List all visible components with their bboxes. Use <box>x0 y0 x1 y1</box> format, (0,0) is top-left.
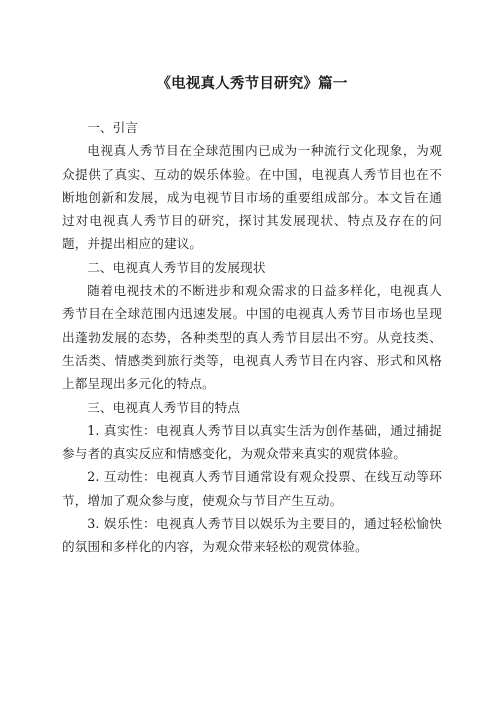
section-heading-development: 二、电视真人秀节目的发展现状 <box>87 259 266 275</box>
body-paragraph: 随着电视技术的不断进步和观众需求的日益多样化，电视真人秀节目在全球范围内迅速发展。中国的电视真人秀节目市场也呈现出蓬勃发展的态势，各种类型的真人秀节目层出不穷。从竞技类、生活类、情感类到旅行类等，电视真人秀节目在内容、形式和风格上都呈现出多元化的特点。 <box>62 283 442 392</box>
body-paragraph: 电视真人秀节目在全球范围内已成为一种流行文化现象，为观众提供了真实、互动的娱乐体验。在中国，电视真人秀节目也在不断地创新和发展，成为电视节目市场的重要组成部分。本文旨在通过对电视真人秀节目的研究，探讨其发展现状、特点及存在的问题，并提出相应的建议。 <box>62 143 442 252</box>
list-item-authenticity: 1. 真实性：电视真人秀节目以真实生活为创作基础，通过捕捉参与者的真实反应和情感变化，为观众带来真实的观赏体验。 <box>62 422 442 462</box>
list-item-interactivity: 2. 互动性：电视真人秀节目通常设有观众投票、在线互动等环节，增加了观众参与度，使观众与节目产生互动。 <box>62 469 442 508</box>
section-heading-features: 三、电视真人秀节目的特点 <box>87 399 241 415</box>
document-page <box>62 74 442 559</box>
section-heading-introduction: 一、引言 <box>87 120 139 135</box>
document-title: 《电视真人秀节目研究》篇一 <box>156 75 348 92</box>
list-item-entertainment: 3. 娱乐性：电视真人秀节目以娱乐为主要目的，通过轻松愉快的氛围和多样化的内容，为观众带来轻松的观赏体验。 <box>62 516 442 555</box>
